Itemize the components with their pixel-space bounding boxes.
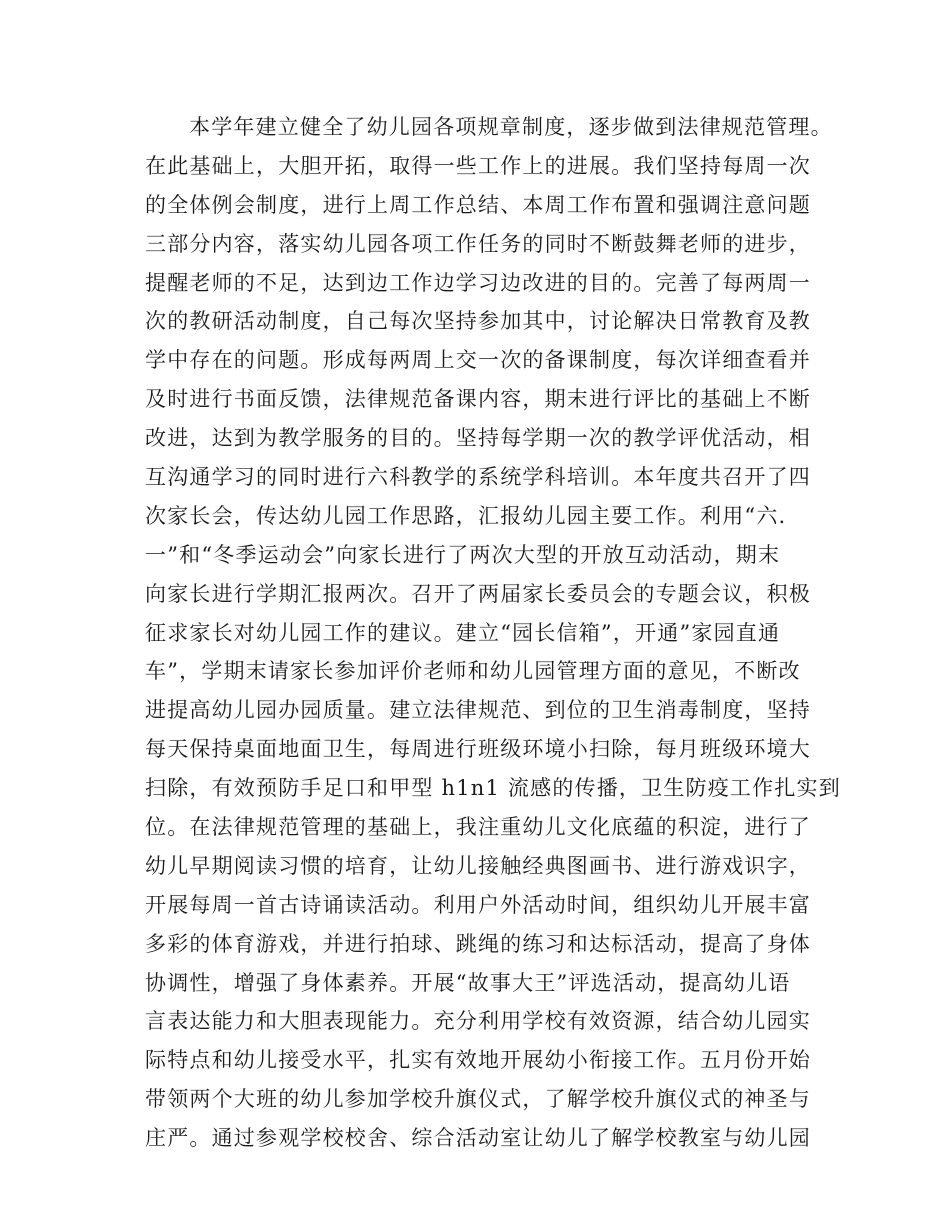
text-line: 言表达能力和大胆表现能力。充分利用学校有效资源，结合幼儿园实 — [145, 1009, 811, 1034]
text-line: 位。在法律规范管理的基础上，我注重幼儿文化底蕴的积淀，进行了 — [145, 815, 811, 840]
text-line: 互沟通学习的同时进行六科教学的系统学科培训。本年度共召开了四 — [145, 465, 811, 490]
text-line: 改进，达到为教学服务的目的。坚持每学期一次的教学评优活动，相 — [145, 426, 811, 451]
text-line: 次的教研活动制度，自己每次坚持参加其中，讨论解决日常教育及教 — [145, 309, 811, 334]
text-line: 学中存在的问题。形成每两周上交一次的备课制度，每次详细查看并 — [145, 348, 811, 373]
text-line: 带领两个大班的幼儿参加学校升旗仪式，了解学校升旗仪式的神圣与 — [145, 1087, 811, 1112]
text-line: 扫除，有效预防手足口和甲型 h1n1 流感的传播，卫生防疫工作扎实到 — [145, 776, 841, 801]
text-line: 每天保持桌面地面卫生，每周进行班级环境小扫除，每月班级环境大 — [145, 737, 811, 762]
text-line: 次家长会，传达幼儿园工作思路，汇报幼儿园主要工作。利用“六. — [145, 503, 787, 528]
text-line: 协调性，增强了身体素养。开展“故事大王”评选活动，提高幼儿语 — [145, 970, 791, 995]
text-line: 在此基础上，大胆开拓，取得一些工作上的进展。我们坚持每周一次 — [145, 153, 811, 178]
text-line: 多彩的体育游戏，并进行拍球、跳绳的练习和达标活动，提高了身体 — [145, 931, 811, 956]
text-line: 向家长进行学期汇报两次。召开了两届家长委员会的专题会议，积极 — [145, 581, 811, 606]
paragraph — [145, 108, 841, 1158]
text-line: 及时进行书面反馈，法律规范备课内容，期末进行评比的基础上不断 — [145, 387, 811, 412]
text-line: 本学年建立健全了幼儿园各项规章制度，逐步做到法律规范管理。 — [189, 115, 833, 139]
text-line: 车”，学期末请家长参加评价老师和幼儿园管理方面的意见，不断改 — [145, 659, 801, 684]
text-line: 一”和“冬季运动会”向家长进行了两次大型的开放互动活动，期末 — [145, 542, 781, 567]
text-line: 庄严。通过参观学校校舍、综合活动室让幼儿了解学校教室与幼儿园 — [145, 1126, 811, 1151]
text-line: 三部分内容，落实幼儿园各项工作任务的同时不断鼓舞老师的进步， — [145, 231, 811, 256]
text-line: 提醒老师的不足，达到边工作边学习边改进的目的。完善了每两周一 — [145, 270, 811, 295]
text-line: 进提高幼儿园办园质量。建立法律规范、到位的卫生消毒制度，坚持 — [145, 698, 811, 723]
text-line: 际特点和幼儿接受水平，扎实有效地开展幼小衔接工作。五月份开始 — [145, 1048, 811, 1073]
text-line: 幼儿早期阅读习惯的培育，让幼儿接触经典图画书、进行游戏识字， — [145, 853, 811, 878]
text-line: 开展每周一首古诗诵读活动。利用户外活动时间，组织幼儿开展丰富 — [145, 892, 811, 917]
text-line: 征求家长对幼儿园工作的建议。建立“园长信箱”，开通”家园直通 — [145, 620, 781, 645]
text-line: 的全体例会制度，进行上周工作总结、本周工作布置和强调注意问题 — [145, 192, 811, 217]
